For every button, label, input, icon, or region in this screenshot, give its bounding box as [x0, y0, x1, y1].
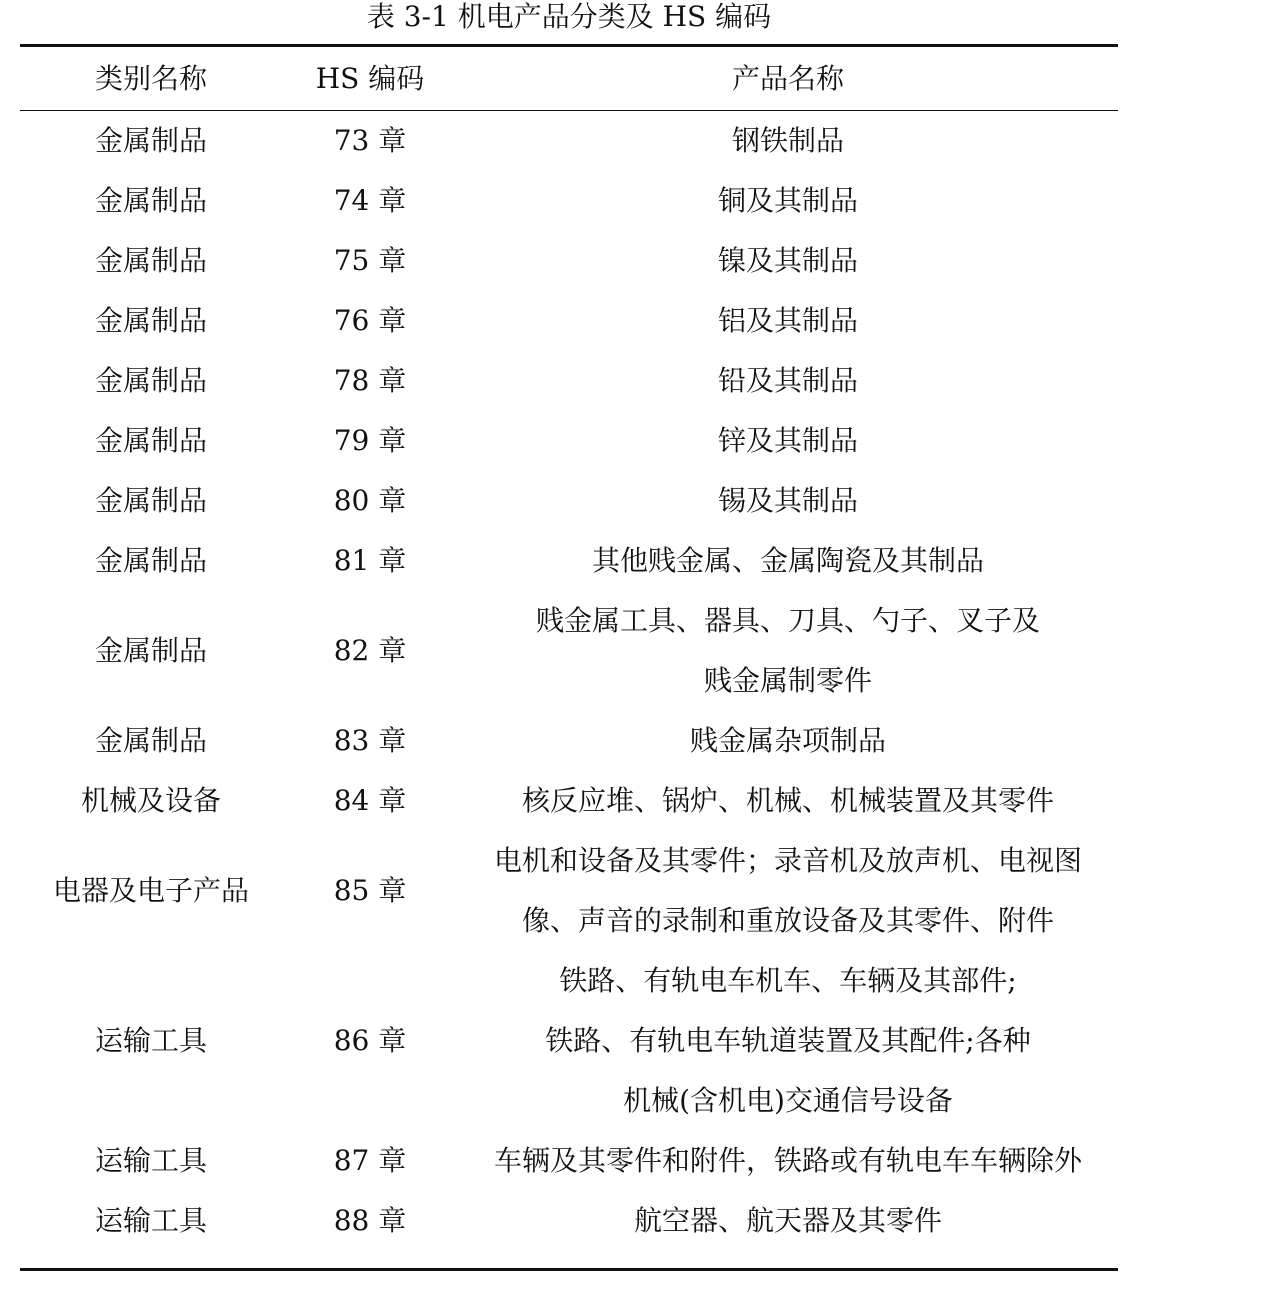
product-name-line: 铝及其制品 — [717, 304, 858, 337]
table-caption: 表 3-1 机电产品分类及 HS 编码 — [366, 0, 772, 33]
product-name-cell — [458, 771, 1118, 831]
hs-code-cell: 82 章 — [333, 634, 407, 667]
product-name-cell — [458, 471, 1118, 531]
product-name-line: 像、声音的录制和重放设备及其零件、附件 — [521, 904, 1054, 937]
column-header-hs-code: HS 编码 — [315, 62, 425, 95]
product-name-line: 锡及其制品 — [717, 484, 858, 517]
table-row — [20, 231, 1118, 291]
product-name-cell — [458, 531, 1118, 591]
product-name-cell — [458, 831, 1118, 951]
product-name-line: 铁路、有轨电车轨道装置及其配件;各种 — [545, 1024, 1031, 1057]
product-name-cell — [458, 231, 1118, 291]
category-cell: 金属制品 — [94, 544, 207, 577]
category-cell: 金属制品 — [94, 244, 207, 277]
product-name-line: 锌及其制品 — [717, 424, 858, 457]
table-row — [20, 1131, 1118, 1191]
table-row — [20, 531, 1118, 591]
hs-code-cell: 79 章 — [333, 424, 407, 457]
table-row — [20, 951, 1118, 1131]
column-header-product-name: 产品名称 — [731, 62, 844, 95]
table-row — [20, 291, 1118, 351]
product-name-cell — [458, 711, 1118, 771]
product-name-line: 铁路、有轨电车机车、车辆及其部件; — [559, 964, 1017, 997]
category-cell: 金属制品 — [94, 184, 207, 217]
hs-code-cell: 75 章 — [333, 244, 407, 277]
product-name-line: 核反应堆、锅炉、机械、机械装置及其零件 — [521, 784, 1054, 817]
table-row — [20, 1191, 1118, 1251]
product-name-line: 车辆及其零件和附件，铁路或有轨电车车辆除外 — [493, 1144, 1082, 1177]
product-name-line: 铅及其制品 — [717, 364, 858, 397]
category-cell: 电器及电子产品 — [52, 874, 249, 907]
hs-code-cell: 73 章 — [333, 124, 407, 157]
product-name-line: 贱金属制零件 — [703, 664, 872, 697]
bottom-rule — [20, 1268, 1118, 1271]
table-row — [20, 111, 1118, 171]
product-name-line: 钢铁制品 — [731, 124, 844, 157]
table-header — [20, 48, 1118, 110]
category-cell: 运输工具 — [94, 1024, 207, 1057]
product-name-cell — [458, 951, 1118, 1131]
product-name-cell — [458, 1191, 1118, 1251]
category-cell: 运输工具 — [94, 1204, 207, 1237]
product-name-cell — [458, 1131, 1118, 1191]
category-cell: 金属制品 — [94, 424, 207, 457]
hs-code-cell: 86 章 — [333, 1024, 407, 1057]
table-row — [20, 591, 1118, 711]
table-row — [20, 771, 1118, 831]
product-name-line: 航空器、航天器及其零件 — [633, 1204, 942, 1237]
product-name-line: 贱金属杂项制品 — [689, 724, 886, 757]
hs-code-cell: 83 章 — [333, 724, 407, 757]
table-body — [20, 111, 1118, 1268]
hs-code-cell: 78 章 — [333, 364, 407, 397]
category-cell: 机械及设备 — [80, 784, 221, 817]
hs-code-cell: 84 章 — [333, 784, 407, 817]
hs-code-cell: 76 章 — [333, 304, 407, 337]
hs-code-cell: 80 章 — [333, 484, 407, 517]
product-name-line: 铜及其制品 — [717, 184, 858, 217]
table-row — [20, 171, 1118, 231]
hs-code-cell: 88 章 — [333, 1204, 407, 1237]
product-name-cell — [458, 411, 1118, 471]
product-name-line: 贱金属工具、器具、刀具、勺子、叉子及 — [535, 604, 1040, 637]
category-cell: 金属制品 — [94, 484, 207, 517]
hs-code-cell: 85 章 — [333, 874, 407, 907]
category-cell: 金属制品 — [94, 634, 207, 667]
table-row — [20, 351, 1118, 411]
product-name-cell — [458, 291, 1118, 351]
table-row — [20, 711, 1118, 771]
product-name-line: 镍及其制品 — [717, 244, 858, 277]
hs-code-cell: 81 章 — [333, 544, 407, 577]
product-name-cell — [458, 111, 1118, 171]
product-name-line: 其他贱金属、金属陶瓷及其制品 — [591, 544, 984, 577]
product-name-line: 电机和设备及其零件；录音机及放声机、电视图 — [493, 844, 1082, 877]
product-name-cell — [458, 591, 1118, 711]
table-row — [20, 471, 1118, 531]
category-cell: 金属制品 — [94, 724, 207, 757]
table-row — [20, 411, 1118, 471]
category-cell: 金属制品 — [94, 364, 207, 397]
product-name-cell — [458, 351, 1118, 411]
hs-code-cell: 87 章 — [333, 1144, 407, 1177]
product-name-cell — [458, 171, 1118, 231]
top-rule — [20, 44, 1118, 47]
category-cell: 运输工具 — [94, 1144, 207, 1177]
product-name-line: 机械(含机电)交通信号设备 — [623, 1084, 953, 1117]
category-cell: 金属制品 — [94, 304, 207, 337]
table-row — [20, 831, 1118, 951]
category-cell: 金属制品 — [94, 124, 207, 157]
column-header-category: 类别名称 — [94, 62, 207, 95]
hs-code-cell: 74 章 — [333, 184, 407, 217]
